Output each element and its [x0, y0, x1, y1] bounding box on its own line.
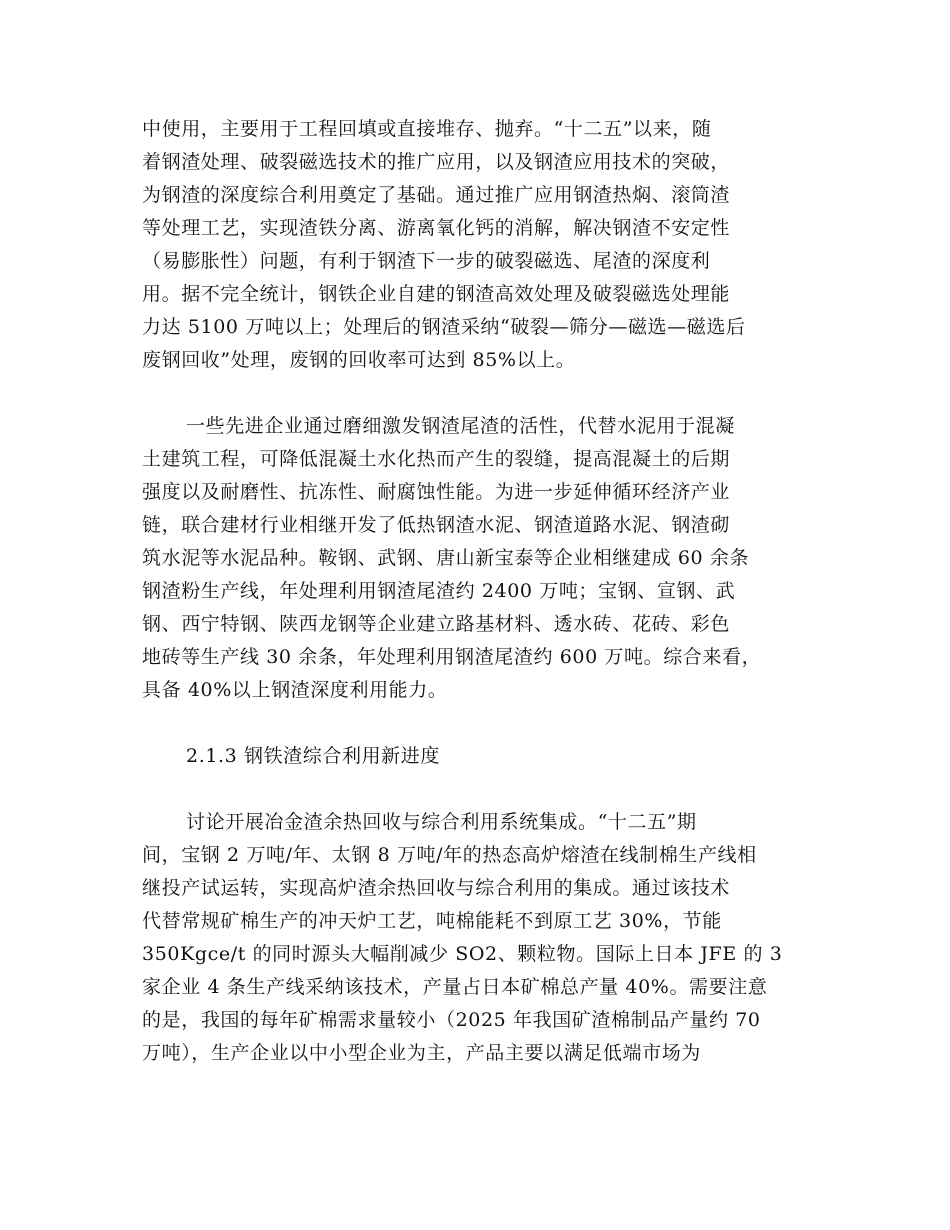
- paragraph-2-line-1: 一些先进企业通过磨细激发钢渣尾渣的活性，代替水泥用于混凝: [186, 415, 735, 437]
- paragraph-2-line-6: 钢渣粉生产线，年处理利用钢渣尾渣约 2400 万吨；宝钢、宣钢、武: [142, 580, 736, 602]
- paragraph-2-line-3: 强度以及耐磨性、抗冻性、耐腐蚀性能。为进一步延伸循环经济产业: [142, 481, 731, 503]
- paragraph-1-line-4: 等处理工艺，实现渣铁分离、游离氧化钙的消解，解决钢渣不安定性: [142, 217, 731, 239]
- paragraph-3-line-8: 万吨），生产企业以中小型企业为主，产品主要以满足低端市场为: [142, 1042, 701, 1064]
- paragraph-3-line-5: 350Kgce/t 的同时源头大幅削减少 SO2、颗粒物。国际上日本 JFE 的 3: [142, 943, 783, 965]
- paragraph-3-line-6: 家企业 4 条生产线采纳该技术，产量占日本矿棉总产量 40%。需要注意: [142, 976, 768, 998]
- paragraph-1-line-5: （易膨胀性）问题，有利于钢渣下一步的破裂磁选、尾渣的深度利: [142, 250, 711, 272]
- paragraph-2-line-8: 地砖等生产线 30 余条，年处理利用钢渣尾渣约 600 万吨。综合来看，: [142, 646, 762, 668]
- paragraph-3-line-7: 的是，我国的每年矿棉需求量较小（2025 年我国矿渣棉制品产量约 70: [142, 1009, 761, 1031]
- paragraph-1-line-7: 力达 5100 万吨以上；处理后的钢渣采纳“破裂—筛分—磁选—磁选后: [142, 316, 746, 338]
- paragraph-3-line-1: 讨论开展冶金渣余热回收与综合利用系统集成。“十二五”期: [186, 811, 697, 833]
- paragraph-2-line-4: 链，联合建材行业相继开发了低热钢渣水泥、钢渣道路水泥、钢渣砌: [142, 514, 731, 536]
- paragraph-3-line-4: 代替常规矿棉生产的冲天炉工艺，吨棉能耗不到原工艺 30%，节能: [142, 910, 722, 932]
- section-heading: 2.1.3 钢铁渣综合利用新进度: [186, 745, 440, 767]
- paragraph-1-line-2: 着钢渣处理、破裂磁选技术的推广应用，以及钢渣应用技术的突破，: [142, 151, 731, 173]
- paragraph-1-line-1: 中使用，主要用于工程回填或直接堆存、抛弃。“十二五”以来，随: [142, 118, 712, 140]
- paragraph-2-line-9: 具备 40%以上钢渣深度利用能力。: [142, 679, 448, 701]
- paragraph-1-line-3: 为钢渣的深度综合利用奠定了基础。通过推广应用钢渣热焖、滚筒渣: [142, 184, 731, 206]
- paragraph-1-line-8: 废钢回收”处理，废钢的回收率可达到 85%以上。: [142, 349, 576, 371]
- paragraph-2-line-2: 土建筑工程，可降低混凝土水化热而产生的裂缝，提高混凝土的后期: [142, 448, 731, 470]
- paragraph-3-line-2: 间，宝钢 2 万吨/年、太钢 8 万吨/年的热态高炉熔渣在线制棉生产线相: [142, 844, 757, 866]
- paragraph-2-line-5: 筑水泥等水泥品种。鞍钢、武钢、唐山新宝泰等企业相继建成 60 余条: [142, 547, 750, 569]
- paragraph-3-line-3: 继投产试运转，实现高炉渣余热回收与综合利用的集成。通过该技术: [142, 877, 731, 899]
- paragraph-2-line-7: 钢、西宁特钢、陕西龙钢等企业建立路基材料、透水砖、花砖、彩色: [142, 613, 731, 635]
- paragraph-1-line-6: 用。据不完全统计，钢铁企业自建的钢渣高效处理及破裂磁选处理能: [142, 283, 731, 305]
